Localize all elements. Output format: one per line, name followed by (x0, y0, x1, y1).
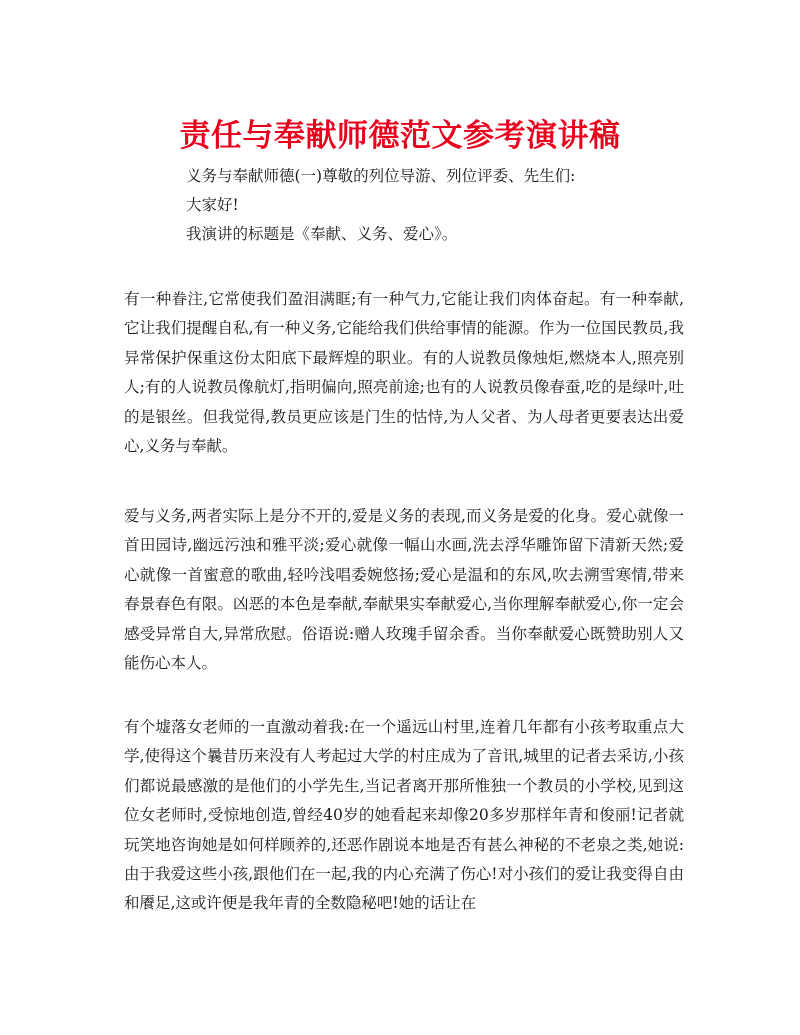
intro-line-greeting: 大家好! (186, 196, 239, 214)
intro-block (186, 162, 706, 249)
intro-line-topic: 我演讲的标题是《奉献、义务、爱心》。 (186, 225, 458, 243)
intro-line-salutation: 义务与奉献师德(一)尊敬的列位导游、列位评委、先生们: (186, 167, 576, 185)
document-title: 责任与奉献师德范文参考演讲稿 (179, 118, 621, 154)
body-paragraph-2: 爱与义务,两者实际上是分不开的,爱是义务的表现,而义务是爱的化身。爱心就像一首田园诗,幽远污浊和雅平淡;爱心就像一幅山水画,洗去浮华雕饰留下清新天然;爱心就像一首蜜意的歌曲,轻吟浅唱委婉悠扬;爱心是温和的东风,吹去溯雪寒情,带来春景春色有限。凶恶的本色是奉献,奉献果实奉献爱心,当你理解奉献爱心,你一定会感受异常自大,异常欣慰。俗语说:赠人玫瑰手留余香。当你奉献爱心既赞助别人又能伤心本人。 (124, 507, 684, 673)
body-paragraph-3: 有个墟落女老师的一直激动着我:在一个遥远山村里,连着几年都有小孩考取重点大学,使得这个曩昔历来没有人考起过大学的村庄成为了音讯,城里的记者去采访,小孩们都说最感激的是他们的小学先生,当记者离开那所惟独一个教员的小学校,见到这位女老师时,受惊地创造,曾经40岁的她看起来却像20多岁那样年青和俊丽!记者就玩笑地咨询她是如何样顾养的,还恶作剧说本地是否有甚么神秘的不老泉之类,她说:由于我爱这些小孩,跟他们在一起,我的内心充满了伤心!对小孩们的爱让我变得自由和餍足,这或许便是我年青的全数隐秘吧!她的话让在 (124, 718, 684, 913)
body-paragraph-1: 有一种眷注,它常使我们盈泪满眶;有一种气力,它能让我们肉体奋起。有一种奉献,它让我们提醒自私,有一种义务,它能给我们供给事情的能源。作为一位国民教员,我异常保护保重这份太阳底下最辉煌的职业。有的人说教员像烛炬,燃烧本人,照亮别人;有的人说教员像航灯,指明偏向,照亮前途;也有的人说教员像春蚕,吃的是绿叶,吐的是银丝。但我觉得,教员更应该是门生的怙恃,为人父者、为人母者更要表达出爱心,义务与奉献。 (124, 290, 684, 456)
